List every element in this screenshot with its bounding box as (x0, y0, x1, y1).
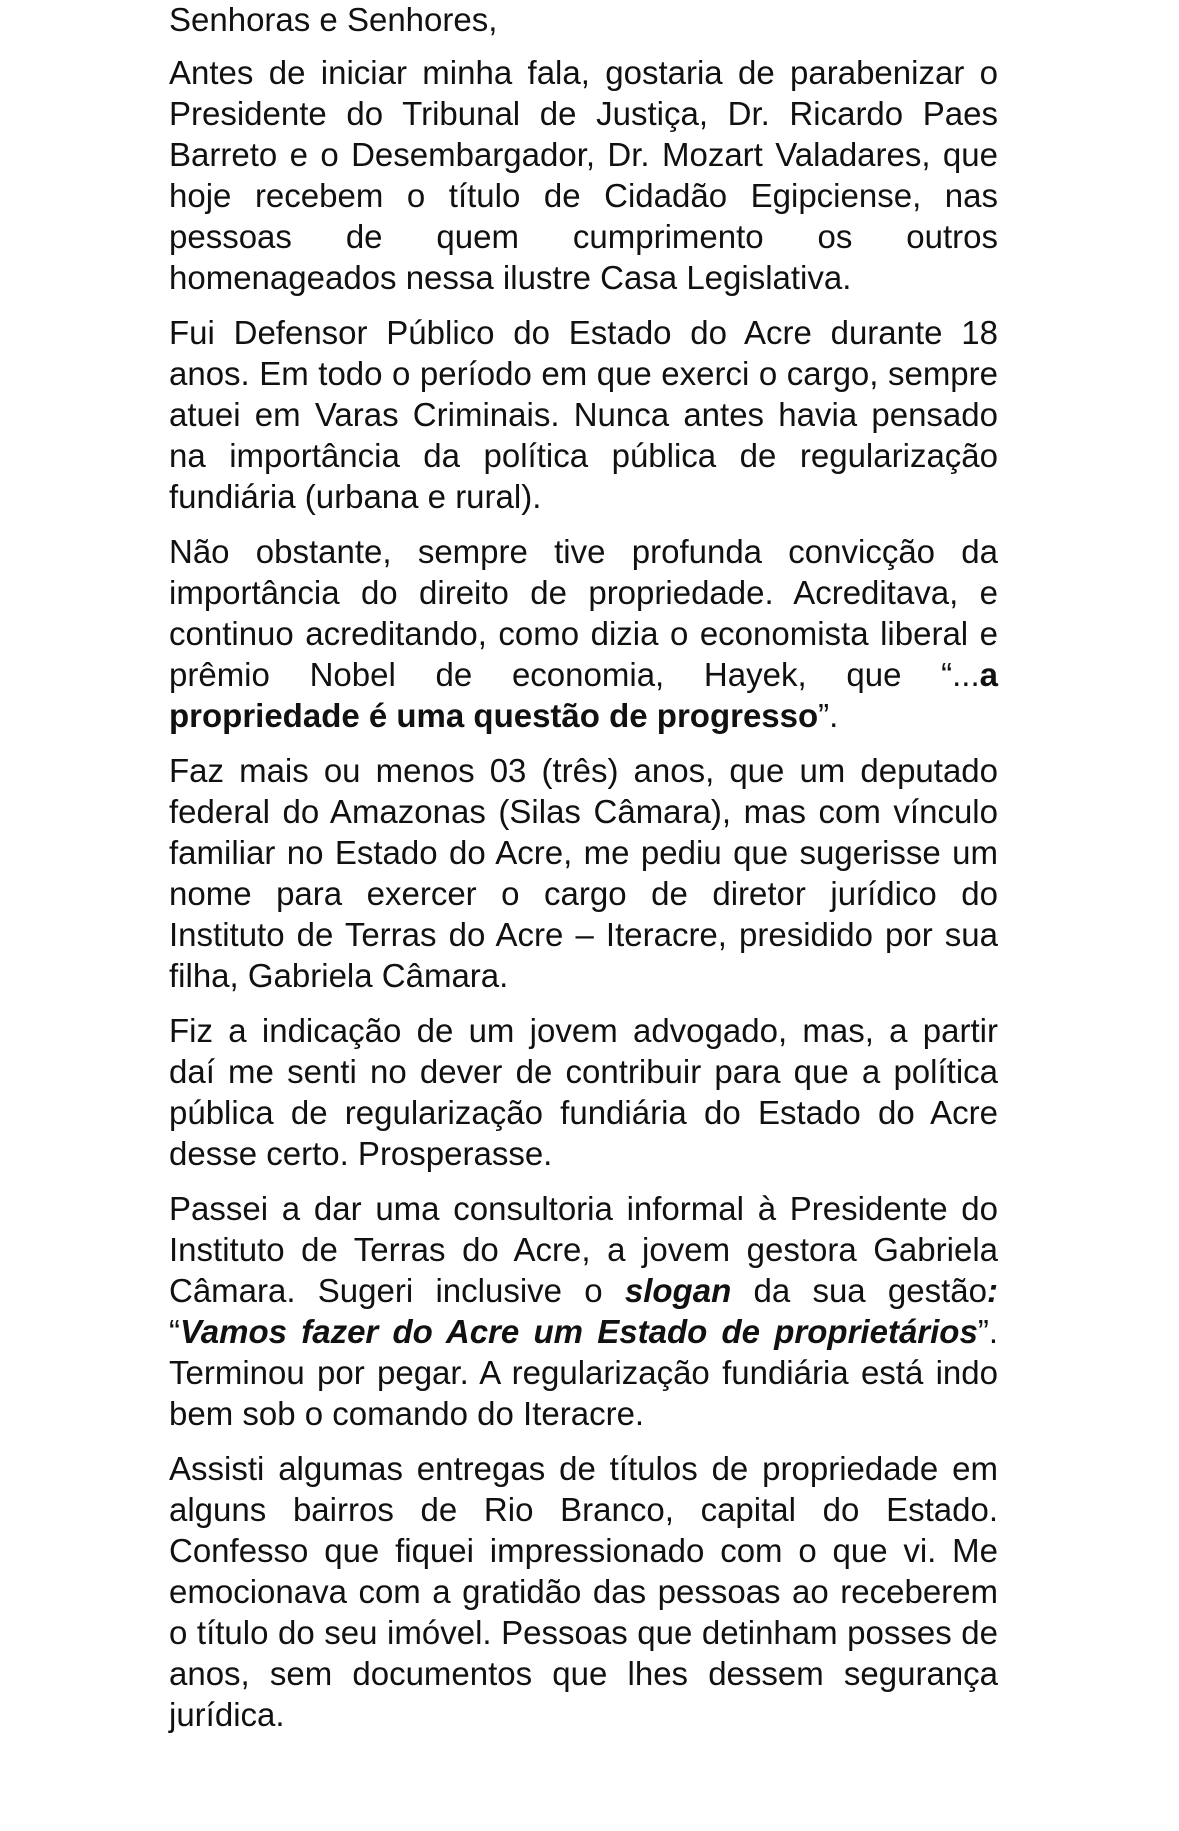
paragraph-5: Fiz a indicação de um jovem advogado, mas, a partir daí me senti no dever de contribuir para que a política pública de regularização fundiária do Estado do Acre desse certo. Prosperasse. (169, 1012, 998, 1172)
paragraph-3 (169, 531, 998, 736)
greeting: Senhoras e Senhores, (169, 1, 498, 38)
document-body (169, 0, 998, 1749)
hayek-quote: a propriedade é uma questão de progresso (169, 656, 998, 734)
paragraph-1: Antes de iniciar minha fala, gostaria de parabenizar o Presidente do Tribunal de Justiça, Dr. Ricardo Paes Barreto e o Desembargador, Dr. Mozart Valadares, que hoje recebem o título de Cidadão Egipciense, nas pessoas de quem cumprimento os outros homenageados nessa ilustre Casa Legislativa. (169, 54, 998, 296)
paragraph-6-part-d: ”. Terminou por pegar. A regularização fundiária está indo bem sob o comando do Iteracre. (169, 1313, 998, 1432)
paragraph-4: Faz mais ou menos 03 (três) anos, que um deputado federal do Amazonas (Silas Câmara), mas com vínculo familiar no Estado do Acre, me pediu que sugerisse um nome para exercer o cargo de diretor jurídico do Instituto de Terras do Acre – Iteracre, presidido por sua filha, Gabriela Câmara. (169, 752, 998, 994)
paragraph-6-part-a: Passei a dar uma consultoria informal à Presidente do Instituto de Terras do Acre, a jovem gestora Gabriela Câmara. Sugeri inclusive o (169, 1190, 998, 1309)
paragraph-3-end: ”. (818, 697, 839, 734)
paragraph-2: Fui Defensor Público do Estado do Acre durante 18 anos. Em todo o período em que exerci o cargo, sempre atuei em Varas Criminais. Nunca antes havia pensado na importância da política pública de regularização fundiária (urbana e rural). (169, 314, 998, 515)
paragraph-6 (169, 1188, 998, 1434)
paragraph-6-part-c: “ (169, 1313, 180, 1350)
slogan-word: slogan (624, 1272, 732, 1309)
paragraph-7: Assisti algumas entregas de títulos de propriedade em alguns bairros de Rio Branco, capital do Estado. Confesso que fiquei impressionado com o que vi. Me emocionava com a gratidão das pessoas ao receberem o título do seu imóvel. Pessoas que detinham posses de anos, sem documentos que lhes dessem segurança jurídica. (169, 1450, 998, 1733)
paragraph-6-part-b: da sua gestão (731, 1272, 988, 1309)
slogan-text: Vamos fazer do Acre um Estado de proprietários (180, 1313, 978, 1350)
paragraph-6-colon: : (987, 1272, 999, 1309)
paragraph-3-text: Não obstante, sempre tive profunda convicção da importância do direito de propriedade. Acreditava, e continuo acreditando, como dizia o economista liberal e prêmio Nobel de economia, Hayek, que “... (169, 533, 998, 693)
